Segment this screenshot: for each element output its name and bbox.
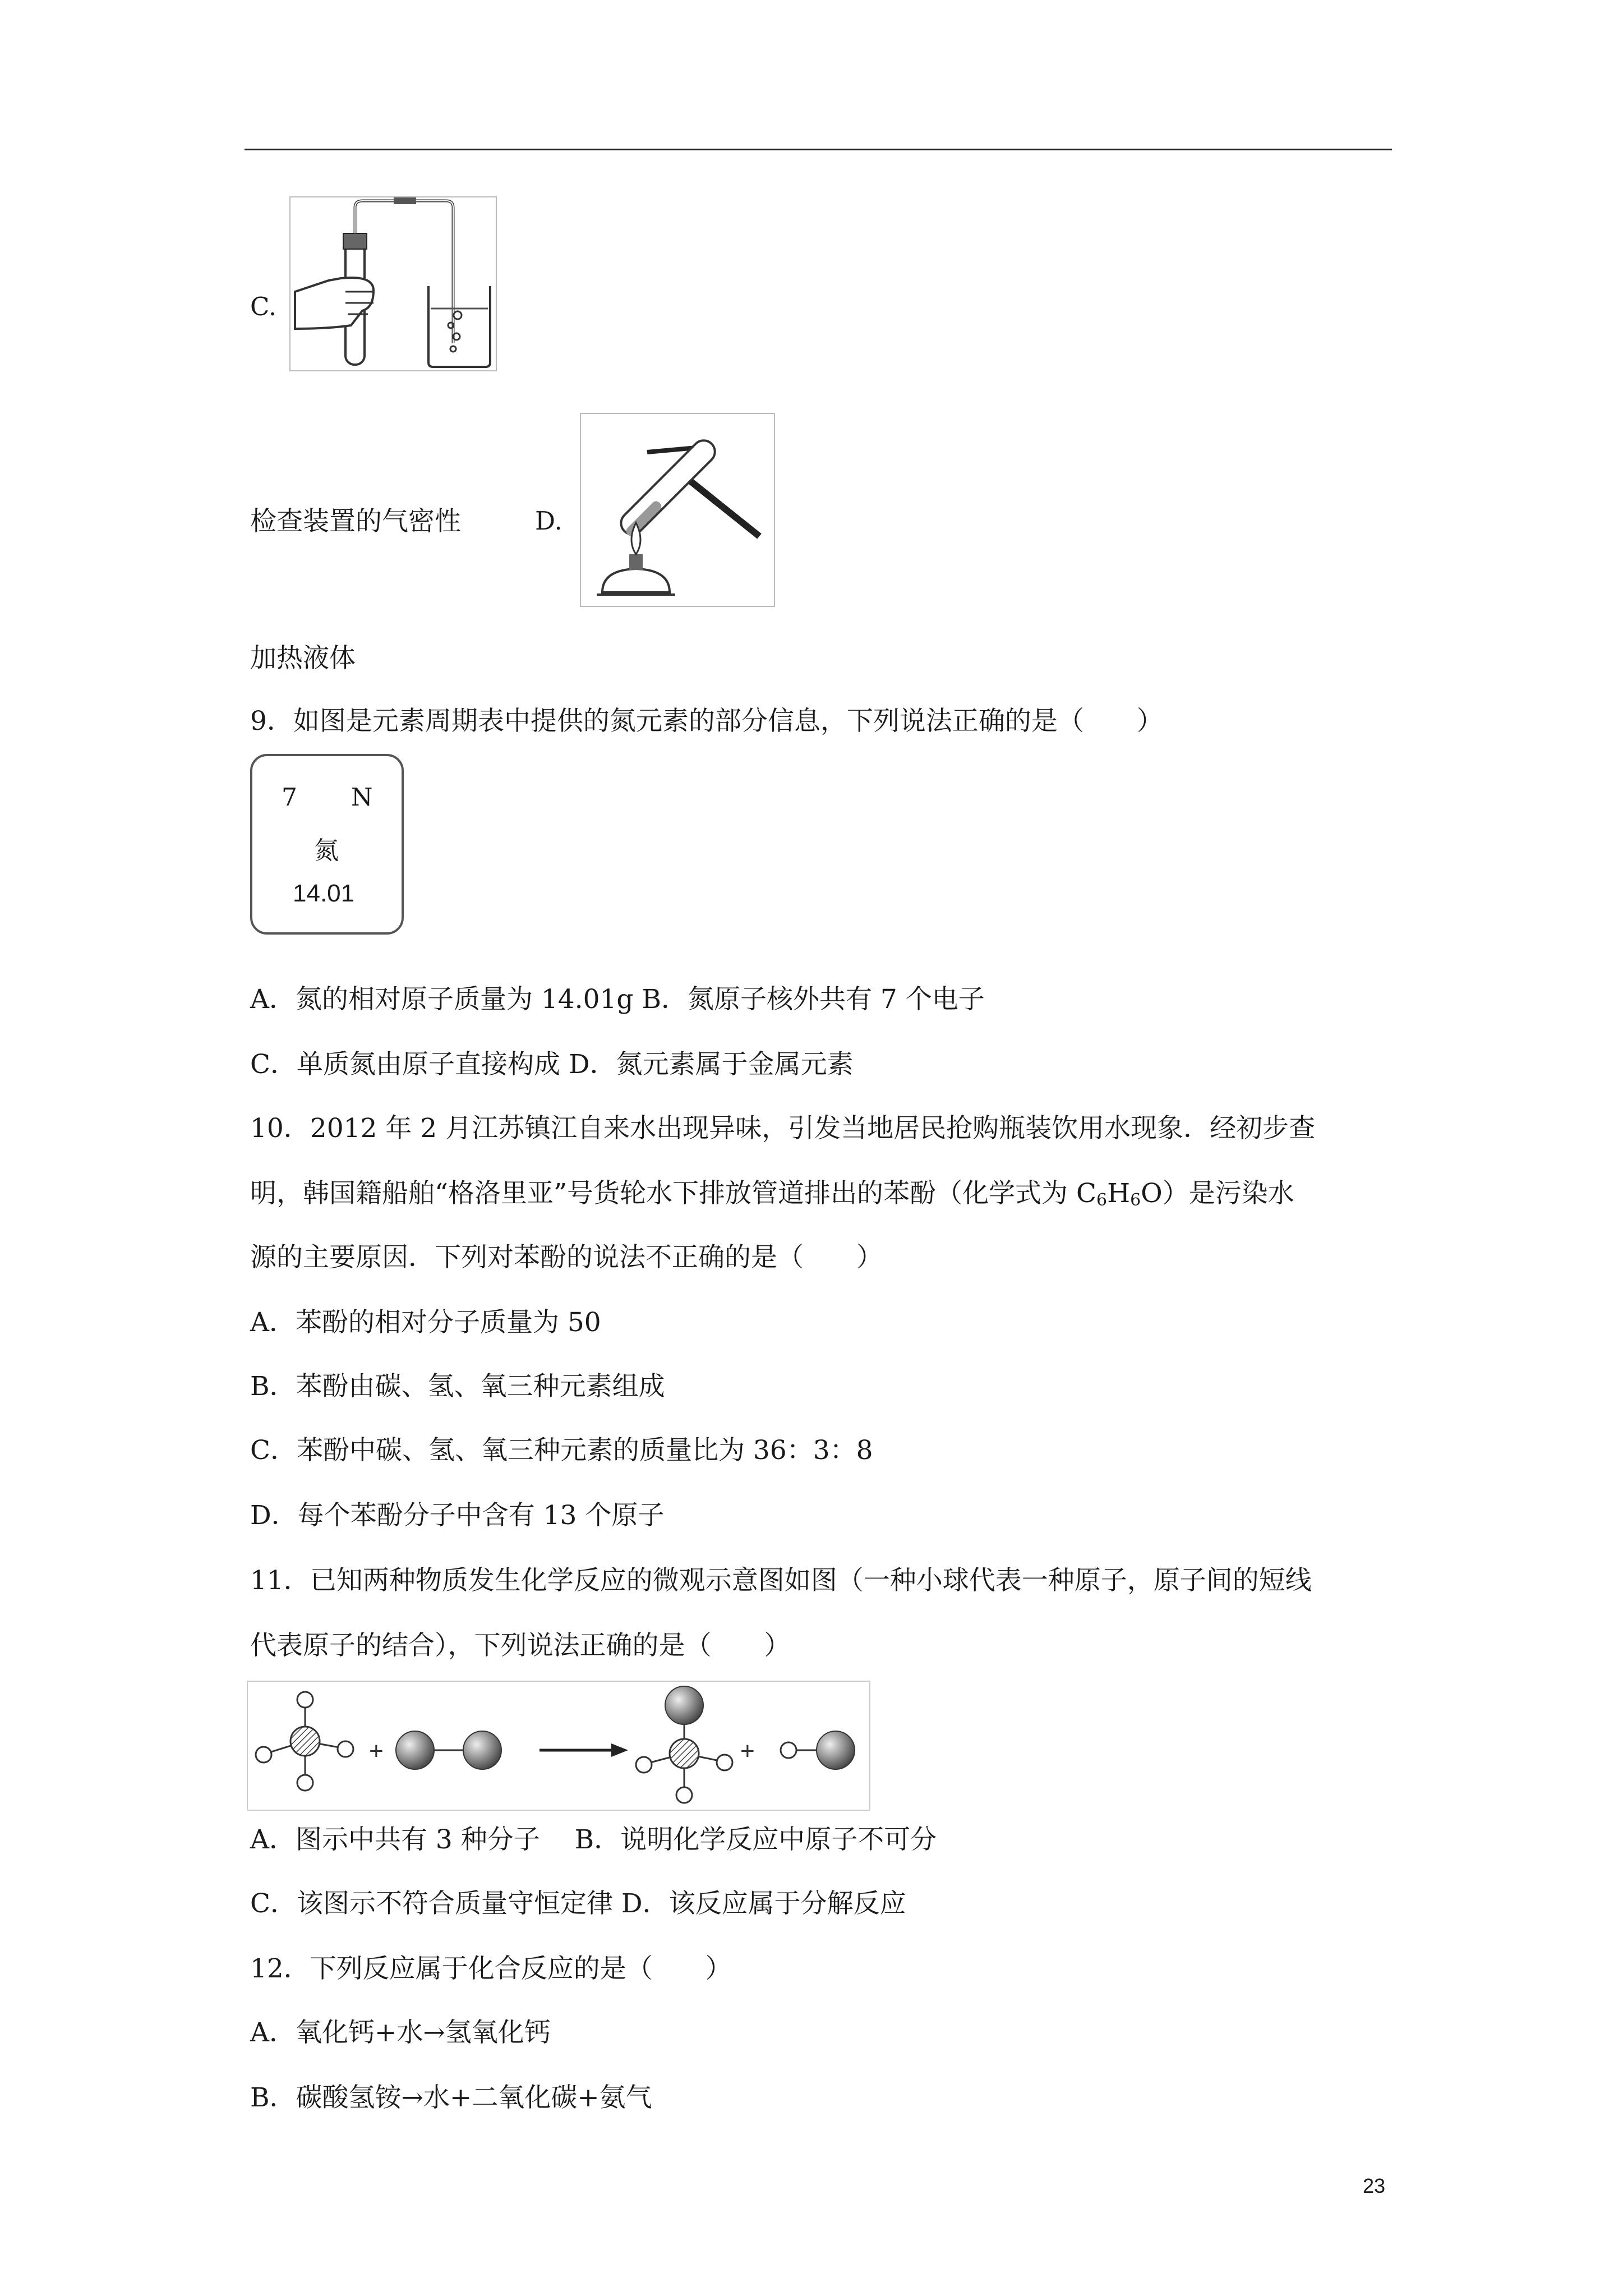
nitrogen-element-card	[250, 754, 404, 935]
reaction-diagram	[247, 1681, 870, 1811]
q11-line1: 11．已知两种物质发生化学反应的微观示意图如图（一种小球代表一种原子，原子间的短线	[250, 1565, 1312, 1596]
option-c-label: C.	[250, 292, 277, 321]
option-d-label: D.	[535, 506, 562, 536]
q9-stem: 9．如图是元素周期表中提供的氮元素的部分信息，下列说法正确的是（ ）	[250, 706, 1163, 737]
q10-option-c: C．苯酚中碳、氢、氧三种元素的质量比为 36：3：8	[250, 1435, 873, 1466]
q9-options-cd: C．单质氮由原子直接构成 D．氮元素属于金属元素	[250, 1049, 854, 1080]
q10-line3: 源的主要原因．下列对苯酚的说法不正确的是（ ）	[250, 1242, 883, 1273]
q9-options-ab: A．氮的相对原子质量为 14.01g B．氮原子核外共有 7 个电子	[250, 984, 985, 1015]
element-symbol: N	[351, 783, 373, 812]
q10-option-a: A．苯酚的相对分子质量为 50	[250, 1307, 601, 1338]
q12-stem: 12．下列反应属于化合反应的是（ ）	[250, 1953, 732, 1984]
q11-line2: 代表原子的结合），下列说法正确的是（ ）	[250, 1630, 791, 1661]
svg-text:+: +	[740, 1737, 755, 1765]
atomic-number: 7	[282, 783, 297, 812]
element-name: 氮	[314, 836, 339, 865]
option-c-caption: 检查装置的气密性	[250, 506, 461, 537]
q12-option-a: A．氧化钙+水→氢氧化钙	[250, 2017, 551, 2048]
atomic-mass: 14.01	[293, 880, 355, 907]
q10-option-d: D．每个苯酚分子中含有 13 个原子	[250, 1500, 665, 1531]
q12-option-b: B．碳酸氢铵→水+二氧化碳+氨气	[250, 2082, 652, 2113]
q10-option-b: B．苯酚由碳、氢、氧三种元素组成	[250, 1371, 665, 1402]
airtightness-check-figure	[289, 196, 497, 371]
svg-text:+: +	[369, 1737, 384, 1765]
page-number: 23	[1363, 2174, 1386, 2197]
heating-liquid-figure	[580, 413, 775, 607]
option-d-caption: 加热液体	[250, 643, 356, 674]
q11-options-ab: A．图示中共有 3 种分子 B．说明化学反应中原子不可分	[250, 1824, 937, 1855]
q10-line2: 明，韩国籍船舶“格洛里亚”号货轮水下排放管道排出的苯酚（化学式为 $C_6H_6O$）是污染水	[250, 1178, 1294, 1210]
header-rule	[245, 149, 1392, 150]
q11-options-cd: C．该图示不符合质量守恒定律 D．该反应属于分解反应	[250, 1888, 906, 1919]
q10-line1: 10．2012 年 2 月江苏镇江自来水出现异味，引发当地居民抢购瓶装饮用水现象．经初步查	[250, 1113, 1316, 1144]
